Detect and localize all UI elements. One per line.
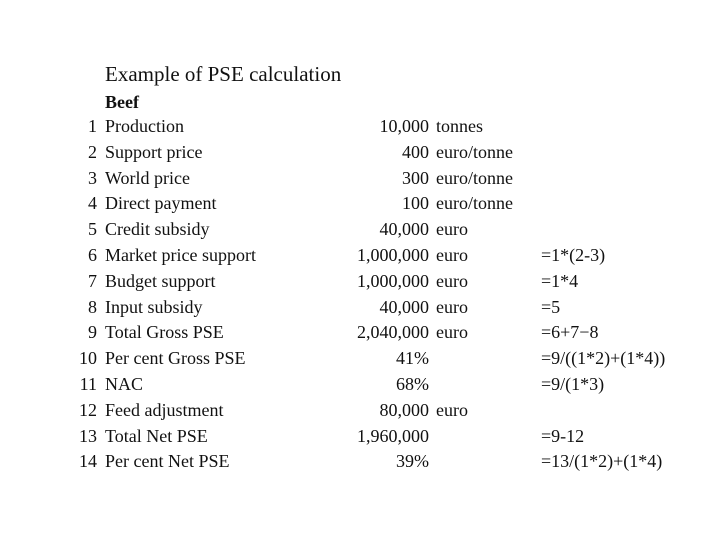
slide-title: Example of PSE calculation xyxy=(105,62,342,86)
row-label: NAC xyxy=(105,373,144,394)
row-num: 14 xyxy=(79,451,97,472)
row-unit: euro xyxy=(436,270,468,291)
row-value: 100 xyxy=(402,193,429,214)
row-label: Total Gross PSE xyxy=(105,322,224,343)
row-unit: euro xyxy=(436,322,468,343)
table-row xyxy=(0,424,720,450)
table-row xyxy=(0,449,720,475)
table-row xyxy=(0,372,720,398)
row-value: 1,000,000 xyxy=(357,244,429,265)
row-formula: =5 xyxy=(541,296,561,317)
row-value: 41% xyxy=(396,348,429,369)
row-label: Production xyxy=(105,116,184,136)
table-row xyxy=(0,269,720,295)
table-row xyxy=(0,346,720,372)
row-num: 13 xyxy=(79,425,97,446)
row-unit: euro/tonne xyxy=(436,193,513,214)
row-num: 2 xyxy=(88,141,97,162)
row-formula: =1*(2-3) xyxy=(541,244,606,265)
table-row xyxy=(0,191,720,217)
row-num: 7 xyxy=(88,270,97,291)
row-unit: euro xyxy=(436,399,468,420)
row-num: 8 xyxy=(88,296,97,317)
row-num: 12 xyxy=(79,399,97,420)
row-label: Per cent Gross PSE xyxy=(105,348,246,369)
row-value: 1,960,000 xyxy=(357,425,429,446)
row-formula: =9/((1*2)+(1*4)) xyxy=(541,348,666,369)
row-value: 68% xyxy=(396,373,429,394)
row-unit: euro xyxy=(436,219,468,240)
row-label: World price xyxy=(105,167,191,188)
row-num: 1 xyxy=(88,116,97,136)
row-label: Per cent Net PSE xyxy=(105,451,230,472)
row-value: 400 xyxy=(402,141,429,162)
row-unit: tonnes xyxy=(436,116,483,136)
row-num: 9 xyxy=(88,322,97,343)
row-unit: euro xyxy=(436,296,468,317)
row-formula: =13/(1*2)+(1*4) xyxy=(541,451,663,472)
row-label: Direct payment xyxy=(105,193,217,214)
row-value: 300 xyxy=(402,167,429,188)
table-row xyxy=(0,166,720,192)
table-row xyxy=(0,140,720,166)
row-label: Support price xyxy=(105,141,203,162)
row-num: 6 xyxy=(88,244,97,265)
table-row xyxy=(0,398,720,424)
row-label: Input subsidy xyxy=(105,296,203,317)
row-label: Market price support xyxy=(105,244,256,265)
row-formula: =9-12 xyxy=(541,425,585,446)
table-row xyxy=(0,295,720,321)
table-row xyxy=(0,243,720,269)
row-num: 3 xyxy=(88,167,97,188)
pse-table xyxy=(0,114,720,475)
row-value: 40,000 xyxy=(379,219,429,240)
row-value: 40,000 xyxy=(379,296,429,317)
row-num: 11 xyxy=(79,373,97,394)
row-num: 10 xyxy=(79,348,97,369)
row-value: 10,000 xyxy=(379,116,429,136)
table-row xyxy=(0,320,720,346)
row-formula: =1*4 xyxy=(541,270,579,291)
row-value: 2,040,000 xyxy=(357,322,429,343)
row-label: Total Net PSE xyxy=(105,425,208,446)
row-unit: euro/tonne xyxy=(436,167,513,188)
row-label: Budget support xyxy=(105,270,216,291)
row-value: 80,000 xyxy=(379,399,429,420)
table-row xyxy=(0,114,720,140)
row-unit: euro/tonne xyxy=(436,141,513,162)
row-unit: euro xyxy=(436,244,468,265)
row-num: 4 xyxy=(88,193,97,214)
row-label: Credit subsidy xyxy=(105,219,210,240)
table-subtitle: Beef xyxy=(105,92,139,112)
row-formula: =9/(1*3) xyxy=(541,373,605,394)
row-value: 39% xyxy=(396,451,429,472)
row-num: 5 xyxy=(88,219,97,240)
row-label: Feed adjustment xyxy=(105,399,224,420)
table-row xyxy=(0,217,720,243)
row-value: 1,000,000 xyxy=(357,270,429,291)
row-formula: =6+7−8 xyxy=(541,322,599,343)
